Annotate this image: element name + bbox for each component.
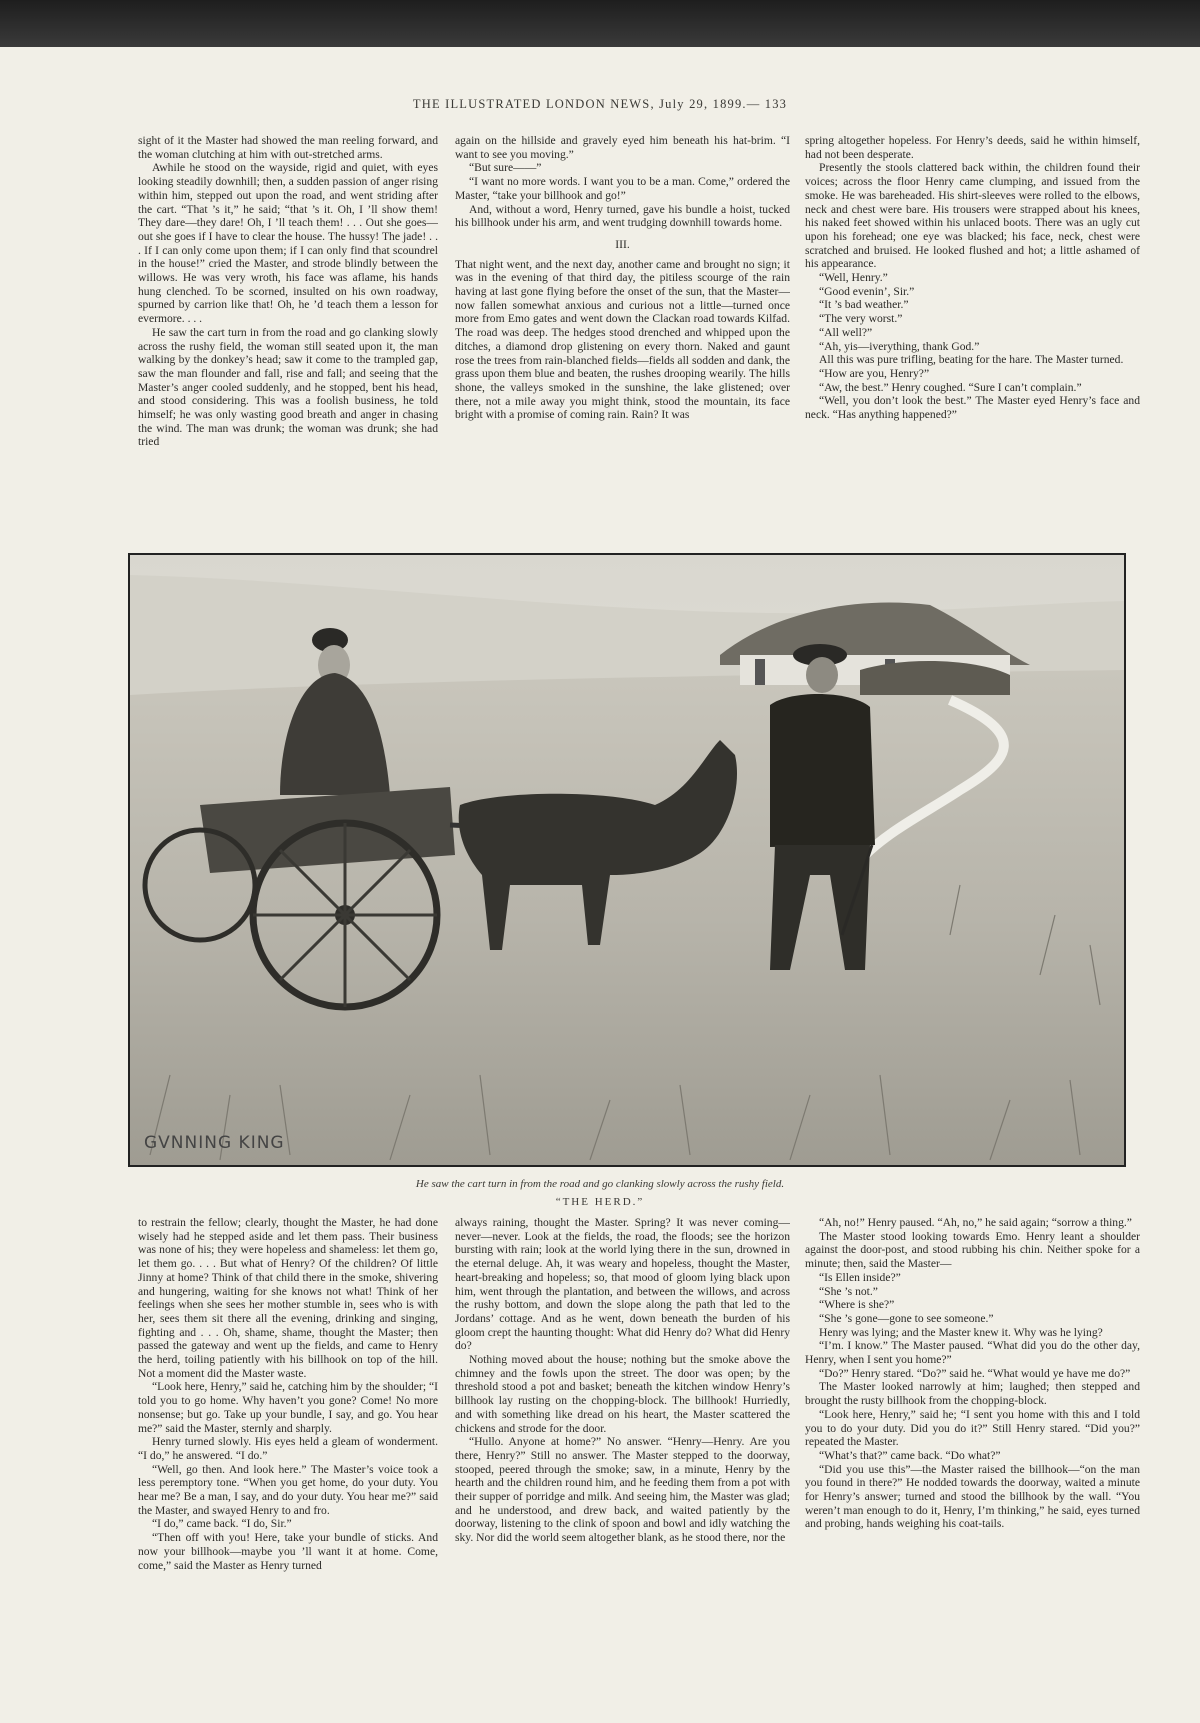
paragraph: “She ’s not.” xyxy=(819,1284,878,1298)
paragraph: sight of it the Master had showed the man reeling forward, and the woman clutching at him with out-stretched arms. xyxy=(138,134,438,161)
paragraph: “I’m. I know.” The Master paused. “What did you do the other day, Henry, when I sent you home?” xyxy=(805,1339,1140,1367)
illustration xyxy=(128,553,1126,1167)
paragraph: He saw the cart turn in from the road and go clanking slowly across the rushy field, the woman still seated upon it, the man walking by the donkey’s head; saw it come to the trampled gap, saw the man flounder and fall, rise and fall; and seeing that the Master’s anger cooled suddenly, and he stopped, bent his head, and stood considering. This was a foolish business, he told himself; he was only wasting good breath and anger in chasing the wind. The man was drunk; the woman was drunk; she had tried xyxy=(138,325,438,449)
paragraph: “She ’s gone—gone to see someone.” xyxy=(819,1311,994,1325)
bottom-column-1 xyxy=(138,1216,438,1704)
paragraph: always raining, thought the Master. Spring? It was never coming—never—never. Look at the fields, the road, the floods; see the horizon bursting with rain; look at the world lying there in the sun, drowned in the eternal deluge. Ah, it was weary and hopeless, thought the Master, heart-breaking and hopeless; so, that mood of gloom lying black upon him, went through the plantation, and between the willows, and across the rushy bottom, and down the slope along the path that led to the Jordans’ cottage. And as he went, down beneath the burden of his gloom crept the haunting thought: What did Henry do? What did Henry do? xyxy=(455,1216,790,1353)
paragraph: “Look here, Henry,” said he, catching him by the shoulder; “I told you to go home. Why haven’t you gone? Come! No more nonsense; but go. Take up your bundle, I say, and go. You hear me?” said the Master, sternly and sharply. xyxy=(138,1380,438,1435)
paragraph: “How are you, Henry?” xyxy=(819,366,930,380)
paragraph: “Do?” Henry stared. “Do?” said he. “What would ye have me do?” xyxy=(819,1366,1131,1380)
paragraph: Awhile he stood on the wayside, rigid and quiet, with eyes looking steadily downhill; then, a sudden passion of anger rising within him, stepped out upon the road, and went striding after the cart. “That ’s it,” he said; “that ’s it. Oh, I ’ll show them! They dare—they dare! Oh, I ’ll teach them! . . . Out she goes—out she goes if I have to clear the house. The hussy! The jade! . . . If I can only come upon them; if I can only find that scoundrel in the house!” cried the Master, and strode blindly between the willows. He was very wroth, his face was aflame, his hands hung clenched. To be scorned, insulted on his own roadway, spurned by carrion like that! Oh, he ’d teach them a lesson for evermore. . . . xyxy=(138,161,438,326)
paragraph: “Ah, no!” Henry paused. “Ah, no,” he said again; “sorrow a thing.” xyxy=(819,1216,1132,1229)
paragraph: “Hullo. Anyone at home?” No answer. “Henry—Henry. Are you there, Henry?” Still no answer. The Master stepped to the doorway, stooped, peered through the smoke; saw, in a minute, Henry by the hearth and the children round him, and he feeding them from a pot with their supper of porridge and milk. And seeing him, the Master was glad; and he understood, and drew back, and waited patiently by the doorway, listening to the clink of spoon and bowl and idly watching the sky. Nor did the world seem altogether blank, as he stood there, nor the xyxy=(455,1435,790,1545)
paragraph: “All well?” xyxy=(819,325,873,339)
illustration-drawing xyxy=(130,555,1124,1165)
scan-top-band xyxy=(0,0,1200,47)
top-column-1 xyxy=(138,134,438,506)
illustration-title: “THE HERD.” xyxy=(555,1196,645,1208)
top-column-3 xyxy=(805,134,1140,506)
paragraph: spring altogether hopeless. For Henry’s deeds, said he within himself, had not been desperate. xyxy=(805,134,1140,161)
paragraph: Henry turned slowly. His eyes held a gleam of wonderment. “I do,” he answered. “I do.” xyxy=(138,1435,438,1462)
top-column-2 xyxy=(455,134,790,506)
paragraph: That night went, and the next day, another came and brought no sign; it was in the evening of that third day, the pitiless scourge of the rain having at last gone flying before the onset of the sun, that the Master—now fallen somewhat anxious and curious not a little—turned once more from Emo gates and went down the Clackan road towards Kilfad. The road was deep. The hedges stood drenched and whipped upon the ditches, a diamond drop glistening on every thorn. Naked and gaunt rose the trees from rain-blanched fields—fields all sodden and dank, the grass upon them blue and beaten, the rushes drooping wearily. The hills shone, the valleys smoked in the sunshine, the lake glistened; over there, not a mile away you might think, stood the mountain, its face bright with a promise of coming rain. Rain? It was xyxy=(455,257,790,422)
paragraph: All this was pure trifling, beating for the hare. The Master turned. xyxy=(819,353,1124,367)
paragraph: “Aw, the best.” Henry coughed. “Sure I can’t complain.” xyxy=(819,380,1082,394)
paragraph: “Did you use this”—the Master raised the billhook—“on the man you found in there?” He nodded towards the doorway, waited a minute for Henry’s answer; turned and stood the billhook by the wall. “You weren’t man enough to do it, Henry, I’m thinking,” he said, eyes turned and probing, hands weighing his coat-tails. xyxy=(805,1462,1140,1531)
paragraph: to restrain the fellow; clearly, thought the Master, he had done wisely had he stepped aside and let them pass. Their business was none of his; they were hopeless and shameless: let them go, let them go. . . . But what of Henry? Of the children? Of little Jinny at home? Think of that child there in the smoke, shivering and hungering, waiting for she knows not what! Think of her feelings when she sees her mother stumble in, sees who is with her, sees them sit there all the evening, drinking and singing, fighting and . . . Oh, shame, shame, thought the Master; then passed the gateway and went up the fields, and came to Henry the herd, toiling patiently with his billhook on top of the hill. Not a moment did the Master waste. xyxy=(138,1216,438,1380)
paragraph: “Well, you don’t look the best.” The Master eyed Henry’s face and neck. “Has anything happened?” xyxy=(805,394,1140,422)
paragraph: And, without a word, Henry turned, gave his bundle a hoist, tucked his billhook under his arm, and went trudging downhill towards home. xyxy=(455,202,790,230)
paragraph: “Look here, Henry,” said he; “I sent you home with this and I told you to do your duty. Did you do it?” Still Henry stared. “Did you?” repeated the Master. xyxy=(805,1407,1140,1449)
paragraph: “It ’s bad weather.” xyxy=(819,298,909,312)
paragraph: “But sure——” xyxy=(469,161,542,175)
bottom-column-3 xyxy=(805,1216,1140,1704)
section-numeral: III. xyxy=(615,237,630,251)
paragraph: “Then off with you! Here, take your bundle of sticks. And now your billhook—maybe you ’ll want it at home. Come, come,” said the Master as Henry turned xyxy=(138,1531,438,1572)
paragraph: “Is Ellen inside?” xyxy=(819,1270,901,1284)
paragraph: Nothing moved about the house; nothing but the smoke above the chimney and the fowls upon the street. The door was open; by the threshold stood a pot and basket; beneath the kitchen window Henry’s billhook lay rusting on the chopping-block. The billhook! Hurriedly, and with something like dread on his heart, the Master scattered the chickens and strode for the door. xyxy=(455,1353,790,1435)
paragraph: The Master looked narrowly at him; laughed; then stepped and brought the rusty billhook from the chopping-block. xyxy=(805,1380,1140,1408)
paragraph: Presently the stools clattered back within, the children found their voices; across the floor Henry came clumping, and issued from the smoke. He was bareheaded. His shirt-sleeves were rolled to the elbows, neck and chest were bare. His trousers were strapped about his knees, his naked feet showed within his unlaced boots. There was an ugly cut upon his forehead; one eye was blacked; his face, neck, chest were scratched and bruised. He looked flushed and hot; a little ashamed of his appearance. xyxy=(805,161,1140,271)
paragraph: “Where is she?” xyxy=(819,1298,895,1312)
illustration-caption: He saw the cart turn in from the road and go clanking slowly across the rushy field. xyxy=(415,1178,785,1190)
paragraph: “I want no more words. I want you to be a man. Come,” ordered the Master, “take your billhook and go!” xyxy=(455,175,790,202)
page-header: THE ILLUSTRATED LONDON NEWS, July 29, 1899.— 133 xyxy=(412,97,788,111)
paragraph: “Ah, yis—iverything, thank God.” xyxy=(819,339,980,353)
bottom-column-2 xyxy=(455,1216,790,1704)
field xyxy=(130,670,1124,1165)
artist-signature: GVNNING KING xyxy=(144,1133,285,1153)
paragraph: “Well, Henry.” xyxy=(819,271,888,285)
paragraph: “Good evenin’, Sir.” xyxy=(819,284,915,298)
paragraph: The Master stood looking towards Emo. Henry leant a shoulder against the door-post, and stood rubbing his chin. Neither spoke for a minute; then, said the Master— xyxy=(805,1229,1140,1271)
paragraph: Henry was lying; and the Master knew it. Why was he lying? xyxy=(819,1325,1103,1339)
paragraph: “The very worst.” xyxy=(819,312,903,326)
paragraph: “I do,” came back. “I do, Sir.” xyxy=(152,1517,292,1531)
paragraph: “What’s that?” came back. “Do what?” xyxy=(819,1448,1001,1462)
paragraph: again on the hillside and gravely eyed him beneath his hat-brim. “I want to see you moving.” xyxy=(455,134,790,161)
paragraph: “Well, go then. And look here.” The Master’s voice took a less peremptory tone. “When you get home, do your duty. You hear me? Be a man, I say, and do your duty. You hear me?” said the Master, and swayed Henry to and fro. xyxy=(138,1462,438,1517)
